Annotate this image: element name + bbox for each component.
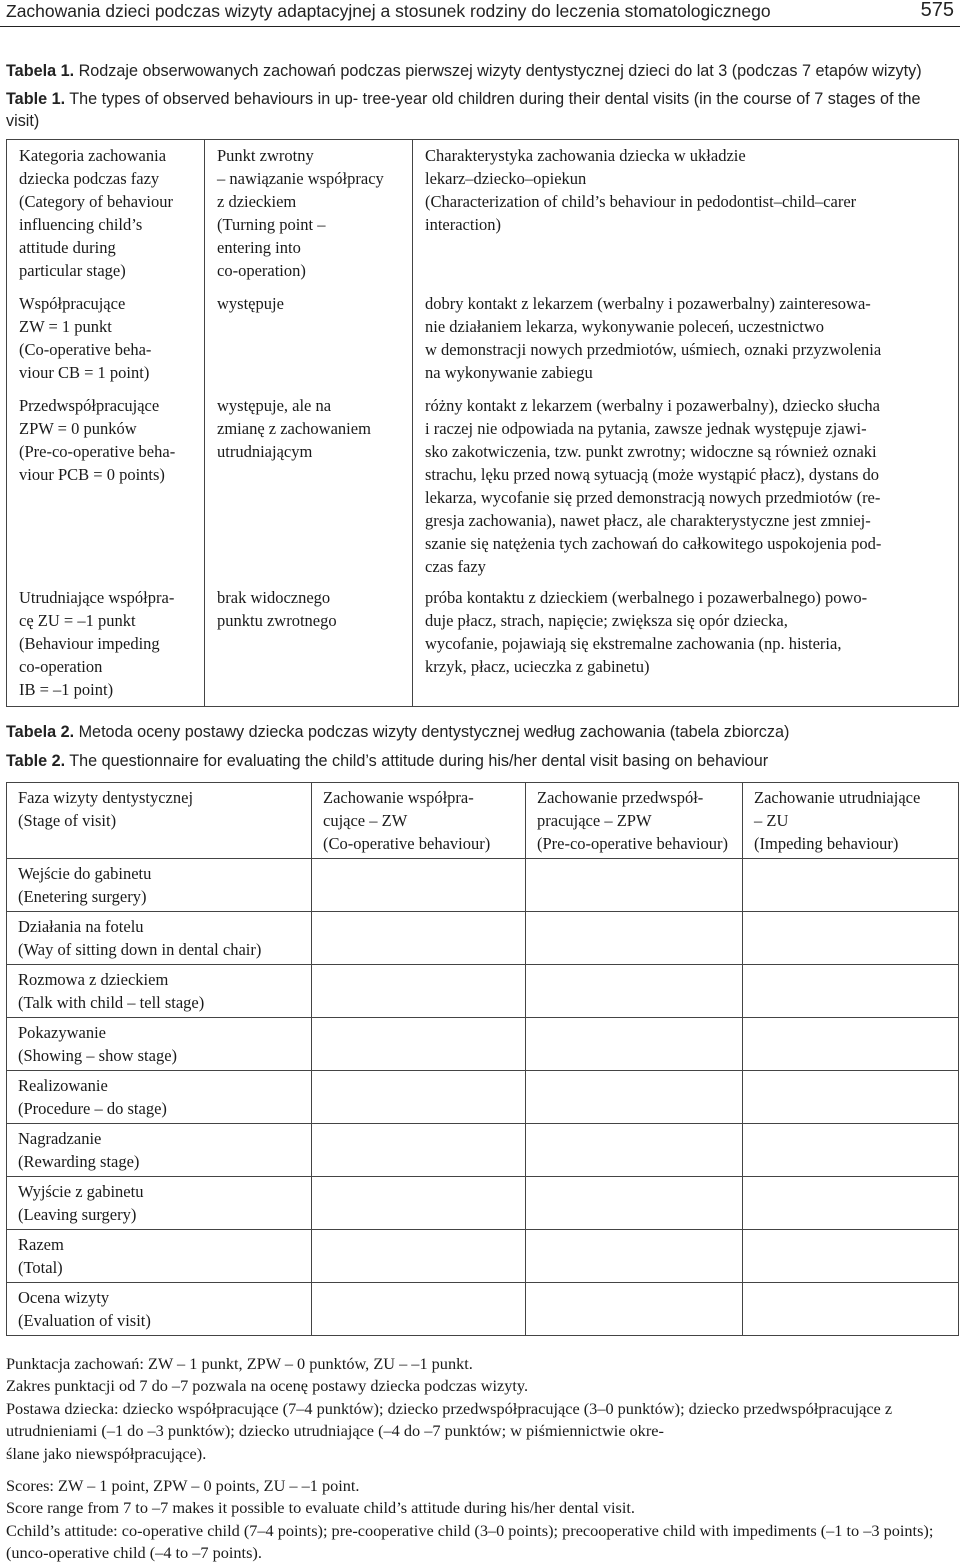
table2-header-impeding: Zachowanie utrudniające – ZU (Impeding behaviour) — [743, 783, 959, 859]
table1-row-turning-point: występuje — [205, 288, 413, 390]
table-row — [7, 1230, 959, 1283]
note-pl-range: Zakres punktacji od 7 do –7 pozwala na ocenę postawy dziecka podczas wizyty. — [6, 1376, 529, 1396]
table2-score-cell-zw[interactable] — [312, 912, 526, 965]
table1-caption-en-text: The types of observed behaviours in up- tree-year old children during their dental visits (in the course of 7 stages of the visit) — [6, 90, 921, 130]
table1-row-description: dobry kontakt z lekarzem (werbalny i pozawerbalny) zainteresowa- nie działaniem lekarza, wykonywanie poleceń, uczestnictwo w demonstracji nowych przedmiotów, uśmiech, oznaki przyzwolenia na wykonywanie zabiegu — [413, 288, 959, 390]
notes-pl — [6, 1353, 956, 1465]
table2-stage-cell: Realizowanie (Procedure – do stage) — [7, 1071, 312, 1124]
note-pl-scoring: Punktacja zachowań: ZW – 1 punkt, ZPW – 0 punktów, ZU – –1 punkt. — [6, 1354, 473, 1373]
table1-row-category: Przedwspółpracujące ZPW = 0 punków (Pre-co-operative beha- viour PCB = 0 points) — [7, 390, 205, 582]
table2-score-cell-zpw[interactable] — [526, 1177, 743, 1230]
table2-score-cell-zu[interactable] — [743, 1071, 959, 1124]
table2-caption-pl — [6, 721, 789, 743]
table2-score-cell-zu[interactable] — [743, 965, 959, 1018]
table2-caption-en — [6, 750, 768, 772]
table2-score-cell-zw[interactable] — [312, 1124, 526, 1177]
table-row — [7, 582, 959, 707]
table2-stage-cell: Rozmowa z dzieckiem (Talk with child – tell stage) — [7, 965, 312, 1018]
table2-score-cell-zw[interactable] — [312, 1283, 526, 1336]
table1 — [6, 139, 959, 707]
table2-header-row — [7, 783, 959, 859]
table2-caption-pl-text: Metoda oceny postawy dziecka podczas wizyty dentystycznej według zachowania (tabela zbiorcza) — [74, 723, 790, 741]
note-en-range: Score range from 7 to –7 makes it possible to evaluate child’s attitude during his/her dental visit. — [6, 1498, 635, 1518]
table2-score-cell-zu[interactable] — [743, 912, 959, 965]
table2-score-cell-zpw[interactable] — [526, 1124, 743, 1177]
table-row — [7, 1177, 959, 1230]
table-row — [7, 965, 959, 1018]
table2-stage-cell: Pokazywanie (Showing – show stage) — [7, 1018, 312, 1071]
table2-stage-cell: Razem (Total) — [7, 1230, 312, 1283]
table2-score-cell-zu[interactable] — [743, 1177, 959, 1230]
table2-header-stage: Faza wizyty dentystycznej (Stage of visit) — [7, 783, 312, 859]
table2-score-cell-zpw[interactable] — [526, 965, 743, 1018]
table1-row-turning-point: występuje, ale na zmianę z zachowaniem utrudniającym — [205, 390, 413, 582]
table1-header-row — [7, 140, 959, 289]
note-pl-attitude: Postawa dziecka: dziecko współpracujące (7–4 punktów); dziecko przedwspółpracujące (3–0 punktów); dziecko przedwspółpracujące z utrudnieniami (–1 do –3 punktów); dziecko utrudniające (–4 do –7 punktów; w piśmiennictwie okre- ślane jako niewspółpracujące). — [6, 1398, 893, 1463]
table-row — [7, 1018, 959, 1071]
table2-score-cell-zu[interactable] — [743, 1283, 959, 1336]
table2-score-cell-zw[interactable] — [312, 859, 526, 912]
table2-score-cell-zu[interactable] — [743, 1230, 959, 1283]
table1-row-turning-point: brak widocznego punktu zwrotnego — [205, 582, 413, 707]
page-number: 575 — [920, 0, 954, 21]
table2-score-cell-zpw[interactable] — [526, 1230, 743, 1283]
table2-score-cell-zpw[interactable] — [526, 912, 743, 965]
table2-score-cell-zpw[interactable] — [526, 1018, 743, 1071]
running-title: Zachowania dzieci podczas wizyty adaptacyjnej a stosunek rodziny do leczenia stomatologicznego — [6, 1, 771, 21]
table1-caption-pl-text: Rodzaje obserwowanych zachowań podczas pierwszej wizyty dentystycznej dzieci do lat 3 (podczas 7 etapów wizyty) — [74, 62, 922, 80]
table1-row-description: próba kontaktu z dzieckiem (werbalnego i pozawerbalnego) powo- duje płacz, strach, napięcie; zwiększa się opór dziecka, wycofanie, pojawiają się ekstremalne zachowania (np. histeria, krzyk, płacz, ucieczka z gabinetu) — [413, 582, 959, 707]
table2-score-cell-zw[interactable] — [312, 965, 526, 1018]
table1-caption-pl — [6, 60, 922, 82]
table2-score-cell-zu[interactable] — [743, 859, 959, 912]
table-row — [7, 912, 959, 965]
table2-score-cell-zpw[interactable] — [526, 859, 743, 912]
table2-caption-en-label: Table 2. — [6, 752, 66, 770]
table1-caption-en-label: Table 1. — [6, 90, 66, 108]
running-header — [0, 0, 960, 27]
table2-score-cell-zu[interactable] — [743, 1124, 959, 1177]
table2-header-cooperative: Zachowanie współpra- cujące – ZW (Co-operative behaviour) — [312, 783, 526, 859]
table2 — [6, 782, 959, 1336]
table2-score-cell-zw[interactable] — [312, 1071, 526, 1124]
table-row — [7, 1283, 959, 1336]
table2-stage-cell: Nagradzanie (Rewarding stage) — [7, 1124, 312, 1177]
table1-header-description: Charakterystyka zachowania dziecka w układzie lekarz–dziecko–opiekun (Characterization of child’s behaviour in pedodontist–child–carer interaction) — [413, 140, 959, 289]
table1-row-description: różny kontakt z lekarzem (werbalny i pozawerbalny), dziecko słucha i raczej nie odpowiada na pytania, zawsze jednak występuje zjawi- sko zakotwiczenia, tzw. punkt zwrotny; widoczne są również oznaki strachu, lęku przed nową sytuacją (może wystąpić płacz), dystans do lekarza, wycofanie się przed demonstracją nowych przedmiotów (re- gresja zachowania), nawet płacz, ale charakterystyczne jest zmniej- szanie się natężenia tych zachowań do całkowitego uspokojenia pod- czas fazy — [413, 390, 959, 582]
table-row — [7, 288, 959, 390]
table2-stage-cell: Ocena wizyty (Evaluation of visit) — [7, 1283, 312, 1336]
table-row — [7, 859, 959, 912]
table-row — [7, 1124, 959, 1177]
table2-score-cell-zpw[interactable] — [526, 1283, 743, 1336]
table1-caption-en — [6, 88, 951, 132]
table2-score-cell-zw[interactable] — [312, 1018, 526, 1071]
note-en-attitude: Cchild’s attitude: co-operative child (7–4 points); pre-cooperative child (3–0 points); precooperative child with impediments (–1 to –3 points); (unco-operative child (–4 to –7 points). — [6, 1520, 934, 1563]
table1-row-category: Utrudniające współpra- cę ZU = –1 punkt (Behaviour impeding co-operation IB = –1 point) — [7, 582, 205, 707]
table1-header-turning-point: Punkt zwrotny – nawiązanie współpracy z dzieckiem (Turning point – entering into co-operation) — [205, 140, 413, 289]
table-row — [7, 1071, 959, 1124]
table2-score-cell-zw[interactable] — [312, 1230, 526, 1283]
table2-stage-cell: Działania na fotelu (Way of sitting down in dental chair) — [7, 912, 312, 965]
table2-score-cell-zu[interactable] — [743, 1018, 959, 1071]
table1-row-category: Współpracujące ZW = 1 punkt (Co-operative beha- viour CB = 1 point) — [7, 288, 205, 390]
table1-caption-pl-label: Tabela 1. — [6, 62, 75, 80]
table2-header-precooperative: Zachowanie przedwspół- pracujące – ZPW (Pre-co-operative behaviour) — [526, 783, 743, 859]
table-row — [7, 390, 959, 582]
table2-caption-en-text: The questionnaire for evaluating the child’s attitude during his/her dental visit basing on behaviour — [65, 752, 769, 770]
notes-en — [6, 1475, 956, 1565]
note-en-scores: Scores: ZW – 1 point, ZPW – 0 points, ZU – –1 point. — [6, 1476, 360, 1495]
table2-stage-cell: Wejście do gabinetu (Enetering surgery) — [7, 859, 312, 912]
table2-score-cell-zpw[interactable] — [526, 1071, 743, 1124]
table2-score-cell-zw[interactable] — [312, 1177, 526, 1230]
table2-caption-pl-label: Tabela 2. — [6, 723, 75, 741]
table1-header-category: Kategoria zachowania dziecka podczas fazy (Category of behaviour influencing child’s attitude during particular stage) — [7, 140, 205, 289]
table2-stage-cell: Wyjście z gabinetu (Leaving surgery) — [7, 1177, 312, 1230]
